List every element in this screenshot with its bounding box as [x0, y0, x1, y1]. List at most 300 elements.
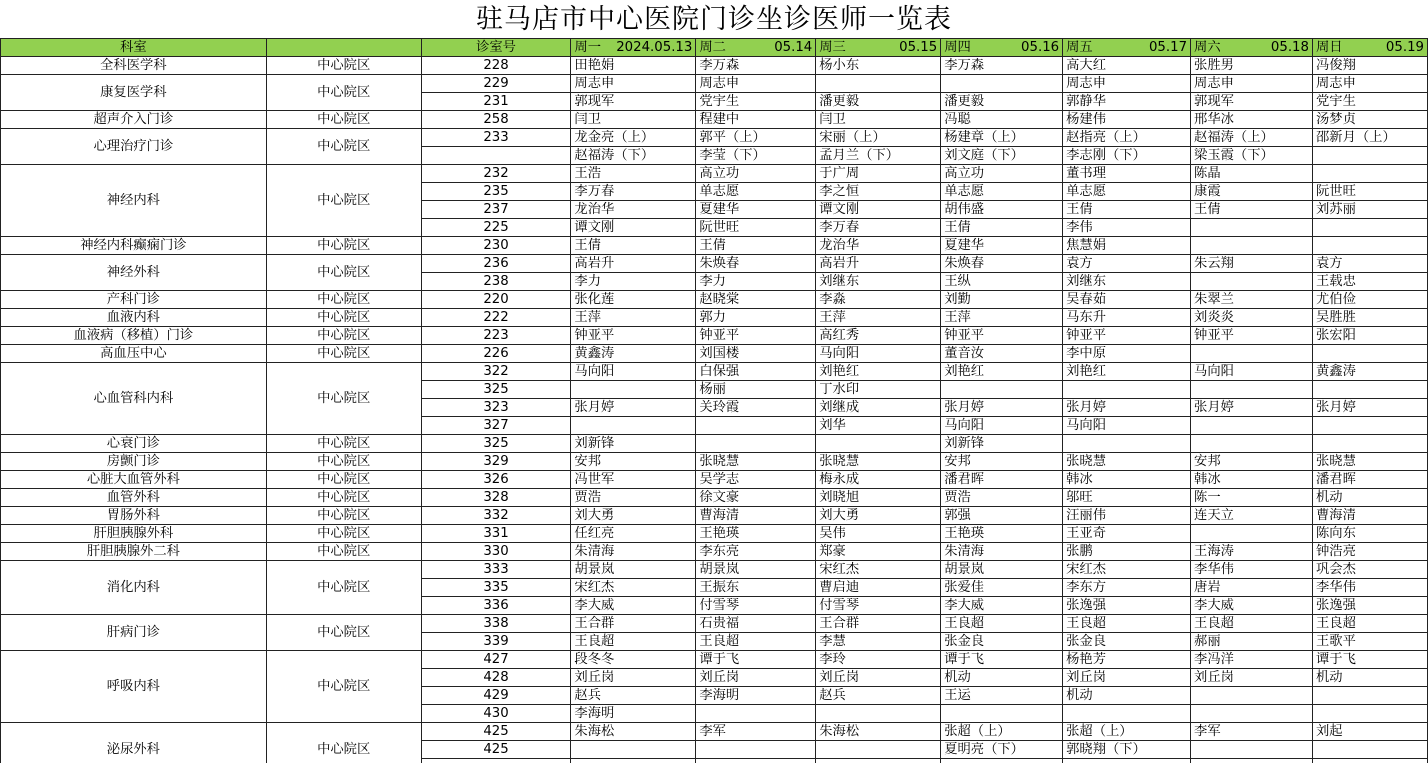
- area-cell: 中心院区: [266, 453, 421, 471]
- doctor-cell: 李力: [696, 273, 816, 291]
- doctor-cell: [1191, 273, 1313, 291]
- doctor-cell: [1312, 219, 1427, 237]
- doctor-cell: 李玲: [816, 651, 941, 669]
- doctor-cell: [1312, 381, 1427, 399]
- room-cell: 322: [421, 363, 571, 381]
- room-cell: 229: [421, 75, 571, 93]
- doctor-cell: 刘炎炎: [1191, 309, 1313, 327]
- room-cell: 429: [421, 687, 571, 705]
- doctor-cell: 杨建伟: [1063, 111, 1191, 129]
- doctor-cell: 陈向东: [1312, 525, 1427, 543]
- doctor-cell: 刘丘岗: [696, 669, 816, 687]
- doctor-cell: 钟亚平: [571, 327, 696, 345]
- doctor-cell: [696, 741, 816, 759]
- area-cell: 中心院区: [266, 489, 421, 507]
- doctor-cell: 李军: [1191, 723, 1313, 741]
- doctor-cell: [816, 75, 941, 93]
- doctor-cell: [1312, 147, 1427, 165]
- doctor-cell: 龙治华: [816, 237, 941, 255]
- doctor-cell: 贾浩: [941, 489, 1063, 507]
- doctor-cell: 王运: [941, 687, 1063, 705]
- doctor-cell: 机动: [941, 669, 1063, 687]
- doctor-cell: 胡景岚: [941, 561, 1063, 579]
- table-row: [1, 129, 1428, 147]
- doctor-cell: 王萍: [571, 309, 696, 327]
- doctor-cell: [816, 705, 941, 723]
- doctor-cell: 刘起: [1312, 723, 1427, 741]
- doctor-cell: 王歌平: [1312, 633, 1427, 651]
- doctor-cell: [1312, 741, 1427, 759]
- doctor-cell: 刘国楼: [696, 345, 816, 363]
- area-cell: 中心院区: [266, 363, 421, 435]
- room-cell: 225: [421, 219, 571, 237]
- doctor-cell: 赵指亮（上）: [1063, 129, 1191, 147]
- area-cell: 中心院区: [266, 615, 421, 651]
- dept-cell: 产科门诊: [1, 291, 267, 309]
- day-date: 05.15: [899, 40, 938, 55]
- schedule-table: [0, 38, 1428, 763]
- area-cell: 中心院区: [266, 129, 421, 165]
- doctor-cell: 曹海清: [696, 507, 816, 525]
- doctor-cell: 刘新锋: [941, 435, 1063, 453]
- area-cell: 中心院区: [266, 165, 421, 237]
- room-cell: 331: [421, 525, 571, 543]
- doctor-cell: [571, 381, 696, 399]
- doctor-cell: 李海明: [571, 705, 696, 723]
- room-cell: 333: [421, 561, 571, 579]
- doctor-cell: 周志申: [1312, 75, 1427, 93]
- dept-cell: 心衰门诊: [1, 435, 267, 453]
- doctor-cell: 钟浩亮: [1312, 543, 1427, 561]
- area-cell: 中心院区: [266, 309, 421, 327]
- doctor-cell: 连天立: [1191, 507, 1313, 525]
- doctor-cell: [1191, 417, 1313, 435]
- doctor-cell: 吴胜胜: [1312, 309, 1427, 327]
- day-date: 2024.05.13: [616, 40, 693, 55]
- doctor-cell: [1312, 417, 1427, 435]
- doctor-cell: 张化莲: [571, 291, 696, 309]
- doctor-cell: 梅永成: [816, 471, 941, 489]
- doctor-cell: 王良超: [941, 615, 1063, 633]
- doctor-cell: 郝丽: [1191, 633, 1313, 651]
- doctor-cell: 赵兵: [571, 687, 696, 705]
- day-date: 05.16: [1021, 40, 1060, 55]
- doctor-cell: 闫卫: [571, 111, 696, 129]
- doctor-cell: 龙金亮（上）: [571, 129, 696, 147]
- doctor-cell: [696, 705, 816, 723]
- doctor-cell: 单志愿: [941, 183, 1063, 201]
- doctor-cell: 李志刚（下）: [1063, 147, 1191, 165]
- doctor-cell: 谭文刚: [571, 219, 696, 237]
- doctor-cell: 马向阳: [816, 345, 941, 363]
- doctor-cell: 王倩: [696, 237, 816, 255]
- doctor-cell: 丁水印: [816, 381, 941, 399]
- dept-cell: 康复医学科: [1, 75, 267, 111]
- doctor-cell: 王倩: [1063, 201, 1191, 219]
- doctor-cell: 夏明亮（下）: [941, 741, 1063, 759]
- doctor-cell: 杨丽: [696, 381, 816, 399]
- dept-cell: 呼吸内科: [1, 651, 267, 723]
- room-cell: 339: [421, 633, 571, 651]
- doctor-cell: 刘丘岗: [1191, 669, 1313, 687]
- doctor-cell: 机动: [1312, 669, 1427, 687]
- doctor-cell: 黄鑫涛: [571, 345, 696, 363]
- doctor-cell: 张金良: [1063, 633, 1191, 651]
- doctor-cell: 高大红: [1063, 57, 1191, 75]
- table-row: [1, 363, 1428, 381]
- doctor-cell: [1063, 381, 1191, 399]
- doctor-cell: 李军: [696, 723, 816, 741]
- doctor-cell: [571, 759, 696, 763]
- dept-cell: 神经外科: [1, 255, 267, 291]
- doctor-cell: 张爱佳: [941, 579, 1063, 597]
- doctor-cell: 刘大勇: [816, 507, 941, 525]
- doctor-cell: 杨建章（上）: [941, 129, 1063, 147]
- doctor-cell: 李大威: [941, 597, 1063, 615]
- doctor-cell: 刘勤: [941, 291, 1063, 309]
- doctor-cell: 王倩: [571, 237, 696, 255]
- doctor-cell: 朱清海: [941, 543, 1063, 561]
- doctor-cell: 谭于飞: [941, 651, 1063, 669]
- doctor-cell: 郑豪: [816, 543, 941, 561]
- room-cell: 430: [421, 705, 571, 723]
- doctor-cell: 张胜男: [1191, 57, 1313, 75]
- doctor-cell: 田艳娟: [571, 57, 696, 75]
- doctor-cell: 李万春: [571, 183, 696, 201]
- doctor-cell: 张晓慧: [696, 453, 816, 471]
- doctor-cell: 刘丘岗: [1063, 669, 1191, 687]
- doctor-cell: 李大威: [571, 597, 696, 615]
- doctor-cell: 韩冰: [1191, 471, 1313, 489]
- doctor-cell: 马东升: [1063, 309, 1191, 327]
- room-cell: 329: [421, 453, 571, 471]
- area-cell: 中心院区: [266, 543, 421, 561]
- table-row: [1, 489, 1428, 507]
- doctor-cell: 王振东: [696, 579, 816, 597]
- day-week: 周五: [1066, 40, 1093, 55]
- doctor-cell: 李万森: [696, 57, 816, 75]
- day-week: 周日: [1315, 40, 1343, 55]
- doctor-cell: [816, 435, 941, 453]
- day-week: 周一: [574, 40, 602, 55]
- doctor-cell: 王倩: [941, 219, 1063, 237]
- doctor-cell: 党宇生: [1312, 93, 1427, 111]
- doctor-cell: 张晓慧: [1063, 453, 1191, 471]
- area-cell: 中心院区: [266, 471, 421, 489]
- doctor-cell: 王良超: [696, 633, 816, 651]
- area-cell: 中心院区: [266, 327, 421, 345]
- doctor-cell: 谭于飞: [1312, 651, 1427, 669]
- room-cell: 325: [421, 381, 571, 399]
- doctor-cell: 胡景岚: [571, 561, 696, 579]
- dept-cell: 血管外科: [1, 489, 267, 507]
- doctor-cell: 张宏阳: [1312, 327, 1427, 345]
- doctor-cell: 刘新锋: [571, 435, 696, 453]
- room-cell: 328: [421, 489, 571, 507]
- room-cell: 226: [421, 345, 571, 363]
- doctor-cell: 巩会杰: [1312, 561, 1427, 579]
- dept-cell: 血液病（移植）门诊: [1, 327, 267, 345]
- header-day: [941, 39, 1063, 57]
- doctor-cell: 郭强: [941, 507, 1063, 525]
- doctor-cell: 夏建华: [941, 237, 1063, 255]
- table-row: [1, 543, 1428, 561]
- doctor-cell: 单志愿: [1063, 183, 1191, 201]
- doctor-cell: 谭文刚: [816, 201, 941, 219]
- dept-cell: 胃肠外科: [1, 507, 267, 525]
- room-cell: 237: [421, 201, 571, 219]
- doctor-cell: 王载忠: [1312, 273, 1427, 291]
- doctor-cell: 赵兵: [816, 687, 941, 705]
- doctor-cell: 白保强: [696, 363, 816, 381]
- doctor-cell: 汤梦贞: [1312, 111, 1427, 129]
- room-cell: 236: [421, 255, 571, 273]
- area-cell: 中心院区: [266, 75, 421, 111]
- header-day: [816, 39, 941, 57]
- room-cell: 336: [421, 597, 571, 615]
- doctor-cell: 程建中: [696, 111, 816, 129]
- room-cell: 327: [421, 417, 571, 435]
- doctor-cell: [1312, 759, 1427, 763]
- doctor-cell: 李华伟: [1312, 579, 1427, 597]
- doctor-cell: [1191, 759, 1313, 763]
- doctor-cell: 周志申: [1063, 75, 1191, 93]
- doctor-cell: 朱焕春: [696, 255, 816, 273]
- table-row: [1, 525, 1428, 543]
- dept-cell: 全科医学科: [1, 57, 267, 75]
- doctor-cell: 王纵: [941, 273, 1063, 291]
- doctor-cell: [1312, 705, 1427, 723]
- area-cell: 中心院区: [266, 111, 421, 129]
- doctor-cell: [816, 741, 941, 759]
- doctor-cell: 郭静华: [1063, 93, 1191, 111]
- dept-cell: 超声介入门诊: [1, 111, 267, 129]
- doctor-cell: 潘更毅: [941, 93, 1063, 111]
- doctor-cell: 王海涛: [1191, 543, 1313, 561]
- doctor-cell: 张月婷: [941, 399, 1063, 417]
- doctor-cell: 李之恒: [816, 183, 941, 201]
- doctor-cell: 朱云翔: [1191, 255, 1313, 273]
- doctor-cell: [1312, 237, 1427, 255]
- doctor-cell: 汪丽伟: [1063, 507, 1191, 525]
- doctor-cell: 宋红杰: [1063, 561, 1191, 579]
- doctor-cell: 孟月兰（下）: [816, 147, 941, 165]
- doctor-cell: 李万春: [816, 219, 941, 237]
- doctor-cell: [1312, 345, 1427, 363]
- doctor-cell: 郭现军: [1191, 93, 1313, 111]
- table-row: [1, 237, 1428, 255]
- table-row: [1, 345, 1428, 363]
- doctor-cell: [1191, 525, 1313, 543]
- doctor-cell: 龙治华: [571, 201, 696, 219]
- doctor-cell: 单志愿: [696, 183, 816, 201]
- table-row: [1, 75, 1428, 93]
- doctor-cell: 李力: [571, 273, 696, 291]
- doctor-cell: 马向阳: [1191, 363, 1313, 381]
- doctor-cell: [1063, 705, 1191, 723]
- dept-cell: 泌尿外科: [1, 723, 267, 763]
- table-row: [1, 291, 1428, 309]
- day-week: 周三: [819, 40, 846, 55]
- dept-cell: 肝病门诊: [1, 615, 267, 651]
- doctor-cell: [1312, 687, 1427, 705]
- doctor-cell: 袁方: [1312, 255, 1427, 273]
- doctor-cell: 周志申: [696, 75, 816, 93]
- room-cell: 325: [421, 435, 571, 453]
- doctor-cell: 冯世军: [571, 471, 696, 489]
- doctor-cell: [941, 75, 1063, 93]
- area-cell: 中心院区: [266, 345, 421, 363]
- doctor-cell: 夏建华: [696, 201, 816, 219]
- dept-cell: 肝胆胰腺外科: [1, 525, 267, 543]
- doctor-cell: 刘艳红: [941, 363, 1063, 381]
- room-cell: 427: [421, 651, 571, 669]
- doctor-cell: 胡景岚: [696, 561, 816, 579]
- doctor-cell: 高岩升: [571, 255, 696, 273]
- doctor-cell: [941, 759, 1063, 763]
- header-day: [1312, 39, 1427, 57]
- area-cell: 中心院区: [266, 57, 421, 75]
- doctor-cell: 段冬冬: [571, 651, 696, 669]
- doctor-cell: 郭晓翔（下）: [1063, 741, 1191, 759]
- doctor-cell: 阮世旺: [1312, 183, 1427, 201]
- doctor-cell: 周志申: [1191, 75, 1313, 93]
- header-dept: 科室: [1, 39, 267, 57]
- doctor-cell: 王艳瑛: [941, 525, 1063, 543]
- doctor-cell: 焦慧娟: [1063, 237, 1191, 255]
- doctor-cell: 付雪琴: [816, 597, 941, 615]
- doctor-cell: 李海明: [696, 687, 816, 705]
- doctor-cell: 唐岩: [1191, 579, 1313, 597]
- room-cell: 238: [421, 273, 571, 291]
- doctor-cell: 李东亮: [696, 543, 816, 561]
- room-cell: 228: [421, 57, 571, 75]
- doctor-cell: 郭平（上）: [696, 129, 816, 147]
- table-row: [1, 309, 1428, 327]
- table-row: [1, 507, 1428, 525]
- header-room: 诊室号: [421, 39, 571, 57]
- doctor-cell: 闫卫: [816, 111, 941, 129]
- room-cell: 258: [421, 111, 571, 129]
- room-cell: 326: [421, 471, 571, 489]
- doctor-cell: 吴春茹: [1063, 291, 1191, 309]
- doctor-cell: 宋丽（上）: [816, 129, 941, 147]
- room-cell: 425: [421, 741, 571, 759]
- room-cell: 235: [421, 183, 571, 201]
- doctor-cell: 谭于飞: [696, 651, 816, 669]
- doctor-cell: 张月婷: [1191, 399, 1313, 417]
- doctor-cell: [1191, 705, 1313, 723]
- doctor-cell: 刘晓旭: [816, 489, 941, 507]
- doctor-cell: [1191, 687, 1313, 705]
- room-cell: 231: [421, 93, 571, 111]
- room-cell: 220: [421, 291, 571, 309]
- room-cell: 230: [421, 237, 571, 255]
- doctor-cell: 张月婷: [1063, 399, 1191, 417]
- doctor-cell: 潘君晖: [941, 471, 1063, 489]
- doctor-cell: 郭力: [696, 309, 816, 327]
- dept-cell: 高血压中心: [1, 345, 267, 363]
- doctor-cell: 于广周: [816, 165, 941, 183]
- doctor-cell: 董书理: [1063, 165, 1191, 183]
- table-row: [1, 57, 1428, 75]
- doctor-cell: 刘大勇: [571, 507, 696, 525]
- doctor-cell: 杨小东: [816, 57, 941, 75]
- doctor-cell: 任红亮: [571, 525, 696, 543]
- doctor-cell: 李华伟: [1191, 561, 1313, 579]
- table-row: [1, 435, 1428, 453]
- area-cell: 中心院区: [266, 435, 421, 453]
- doctor-cell: [1191, 381, 1313, 399]
- doctor-cell: 李冯洋: [1191, 651, 1313, 669]
- room-cell: 222: [421, 309, 571, 327]
- doctor-cell: 张鹏: [1063, 543, 1191, 561]
- doctor-cell: 王良超: [571, 633, 696, 651]
- doctor-cell: 邬旺: [1063, 489, 1191, 507]
- doctor-cell: 李中原: [1063, 345, 1191, 363]
- dept-cell: 心脏大血管外科: [1, 471, 267, 489]
- doctor-cell: 马向阳: [1063, 417, 1191, 435]
- doctor-cell: 康霞: [1191, 183, 1313, 201]
- day-week: 周六: [1194, 40, 1221, 55]
- doctor-cell: 刘华: [816, 417, 941, 435]
- room-cell: 338: [421, 615, 571, 633]
- doctor-cell: 潘更毅: [816, 93, 941, 111]
- doctor-cell: 高岩升: [816, 255, 941, 273]
- doctor-cell: 冯俊翔: [1312, 57, 1427, 75]
- doctor-cell: 朱海松: [571, 723, 696, 741]
- doctor-cell: [1191, 345, 1313, 363]
- table-row: [1, 615, 1428, 633]
- room-cell: [421, 147, 571, 165]
- doctor-cell: 赵福涛（上）: [1191, 129, 1313, 147]
- doctor-cell: [1312, 435, 1427, 453]
- header-day: [1191, 39, 1313, 57]
- doctor-cell: 张晓慧: [816, 453, 941, 471]
- room-cell: 330: [421, 543, 571, 561]
- day-week: 周四: [944, 40, 971, 55]
- day-date: 05.14: [774, 40, 813, 55]
- doctor-cell: 吴学志: [696, 471, 816, 489]
- doctor-cell: 安邦: [571, 453, 696, 471]
- area-cell: 中心院区: [266, 561, 421, 615]
- doctor-cell: 吴伟: [816, 525, 941, 543]
- table-row: [1, 723, 1428, 741]
- doctor-cell: [696, 417, 816, 435]
- doctor-cell: 贾浩: [571, 489, 696, 507]
- doctor-cell: 刘丘岗: [816, 669, 941, 687]
- doctor-cell: 袁方: [1063, 255, 1191, 273]
- dept-cell: 心血管科内科: [1, 363, 267, 435]
- room-cell: 323: [421, 399, 571, 417]
- page-title: 驻马店市中心医院门诊坐诊医师一览表: [476, 4, 952, 35]
- doctor-cell: 刘苏丽: [1312, 201, 1427, 219]
- header-row: [1, 39, 1428, 57]
- doctor-cell: 宋红杰: [816, 561, 941, 579]
- doctor-cell: 胡伟盛: [941, 201, 1063, 219]
- doctor-cell: 赵福涛（下）: [571, 147, 696, 165]
- doctor-cell: 张超（上）: [941, 723, 1063, 741]
- doctor-cell: 钟亚平: [1191, 327, 1313, 345]
- doctor-cell: [1191, 237, 1313, 255]
- doctor-cell: 李大威: [1191, 597, 1313, 615]
- doctor-cell: 李莹（下）: [696, 147, 816, 165]
- table-row: [1, 165, 1428, 183]
- doctor-cell: 石贵福: [696, 615, 816, 633]
- doctor-cell: 高立功: [696, 165, 816, 183]
- doctor-cell: 王良超: [1312, 615, 1427, 633]
- table-row: [1, 255, 1428, 273]
